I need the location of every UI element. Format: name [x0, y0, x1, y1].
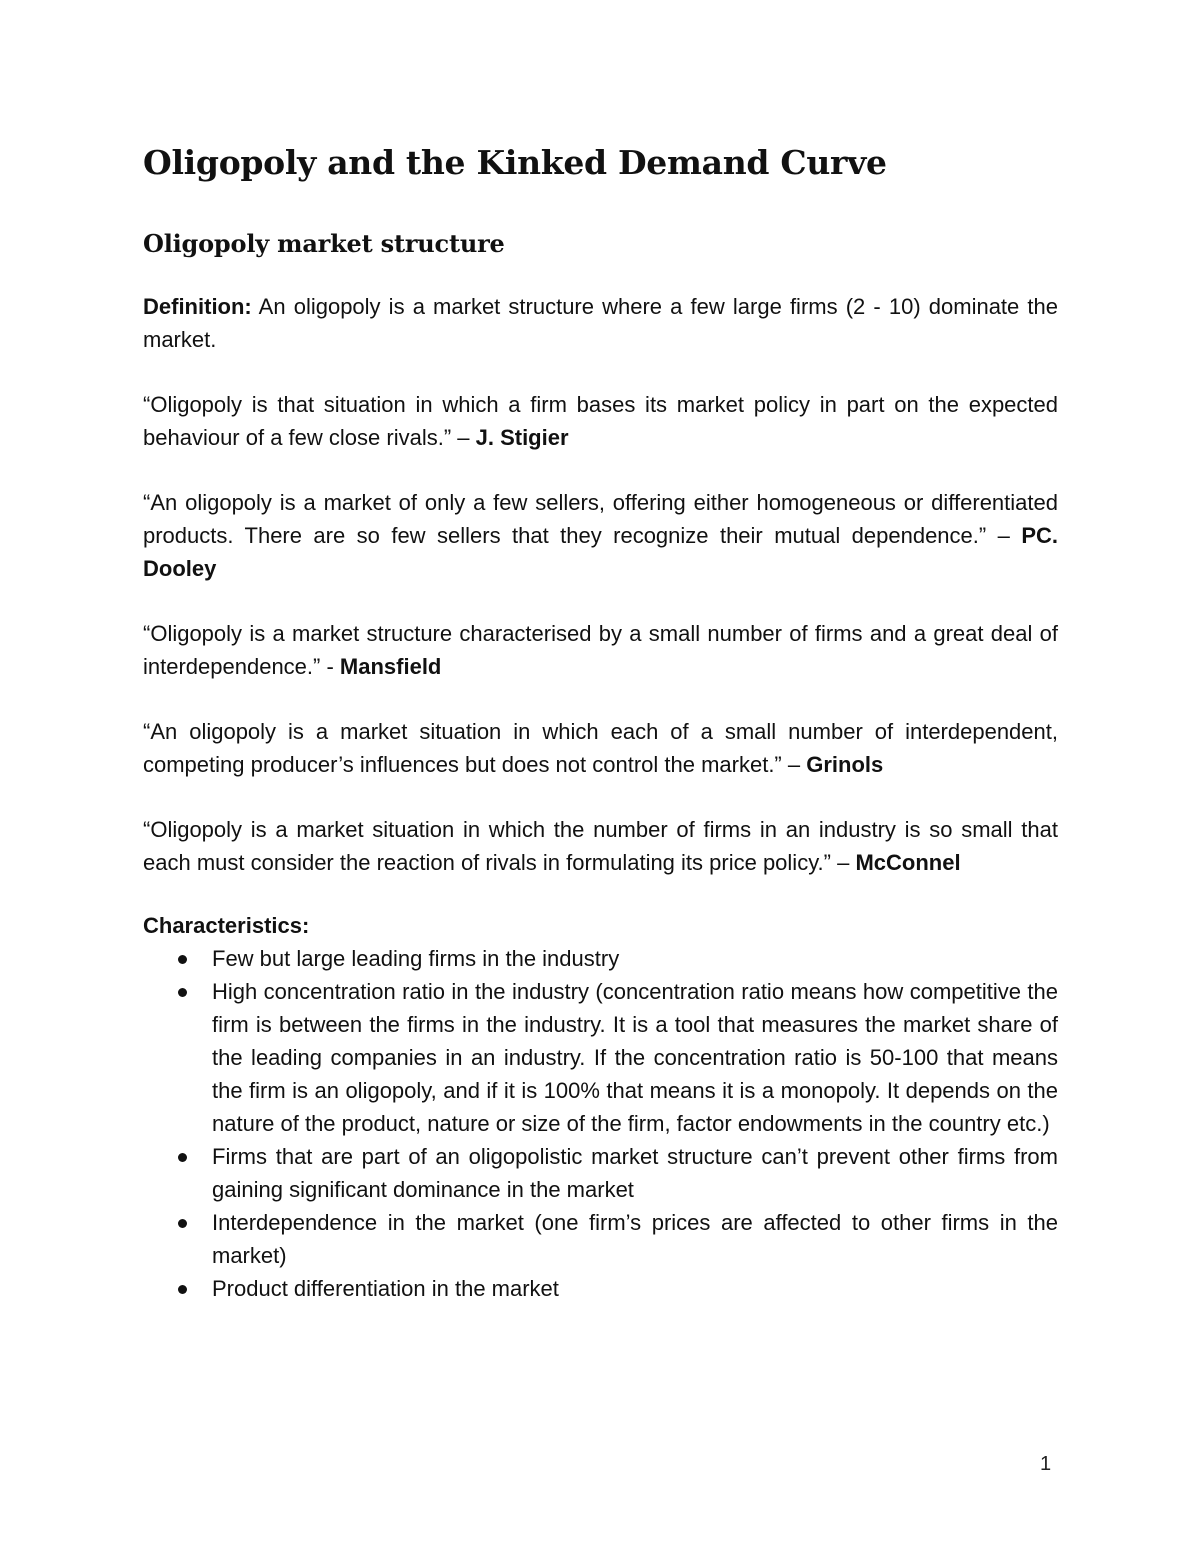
quote-text: “Oligopoly is a market structure characterised by a small number of firms and a great deal of interdependence.” -	[143, 621, 1058, 679]
definition-text: An oligopoly is a market structure where a few large firms (2 - 10) dominate the market.	[143, 294, 1058, 352]
quote-author: McConnel	[855, 850, 961, 875]
quote-mcconnel	[143, 813, 1058, 879]
quote-stigier	[143, 388, 1058, 454]
quote-text: “Oligopoly is a market situation in which the number of firms in an industry is so small that each must consider the reaction of rivals in formulating its price policy.” –	[143, 817, 1058, 875]
list-item-text: Interdependence in the market (one firm’s prices are affected to other firms in the market)	[212, 1210, 1058, 1268]
quote-author: PC. Dooley	[143, 523, 1058, 581]
quote-dooley	[143, 486, 1058, 585]
document-title: Oligopoly and the Kinked Demand Curve	[143, 143, 887, 182]
quote-author: Grinols	[806, 752, 884, 777]
bullet-icon	[178, 988, 187, 997]
bullet-icon	[178, 1153, 187, 1162]
list-item-text: Product differentiation in the market	[212, 1276, 559, 1301]
list-item	[143, 1140, 1058, 1206]
quote-text: “An oligopoly is a market of only a few sellers, offering either homogeneous or differentiated products. There are so few sellers that they recognize their mutual dependence.” –	[143, 490, 1058, 548]
characteristics-heading: Characteristics:	[143, 913, 310, 938]
bullet-icon	[178, 1219, 187, 1228]
quote-grinols	[143, 715, 1058, 781]
bullet-icon	[178, 955, 187, 964]
bullet-icon	[178, 1285, 187, 1294]
definition-paragraph	[143, 290, 1058, 356]
list-item	[143, 975, 1058, 1140]
list-item-text: High concentration ratio in the industry (concentration ratio means how competitive the firm is between the firms in the industry. It is a tool that measures the market share of the leading companies in an industry. If the concentration ratio is 50-100 that means the firm is an oligopoly, and if it is 100% that means it is a monopoly. It depends on the nature of the product, nature or size of the firm, factor endowments in the country etc.)	[212, 979, 1058, 1136]
quote-mansfield	[143, 617, 1058, 683]
quote-text: “An oligopoly is a market situation in which each of a small number of interdependent, competing producer’s influences but does not control the market.” –	[143, 719, 1058, 777]
list-item-text: Few but large leading firms in the industry	[212, 946, 620, 971]
definition-label: Definition:	[143, 294, 252, 319]
section-heading: Oligopoly market structure	[143, 229, 505, 258]
list-item	[143, 942, 1058, 975]
page-number: 1	[1040, 1453, 1052, 1475]
list-item-text: Firms that are part of an oligopolistic market structure can’t prevent other firms from gaining significant dominance in the market	[212, 1144, 1058, 1202]
quote-author: J. Stigier	[475, 425, 569, 450]
quote-text: “Oligopoly is that situation in which a firm bases its market policy in part on the expected behaviour of a few close rivals.” –	[143, 392, 1058, 450]
list-item	[143, 1206, 1058, 1272]
page-content	[143, 138, 1058, 1305]
quote-author: Mansfield	[339, 654, 442, 679]
characteristics-list	[143, 942, 1058, 1305]
list-item	[143, 1272, 1058, 1305]
